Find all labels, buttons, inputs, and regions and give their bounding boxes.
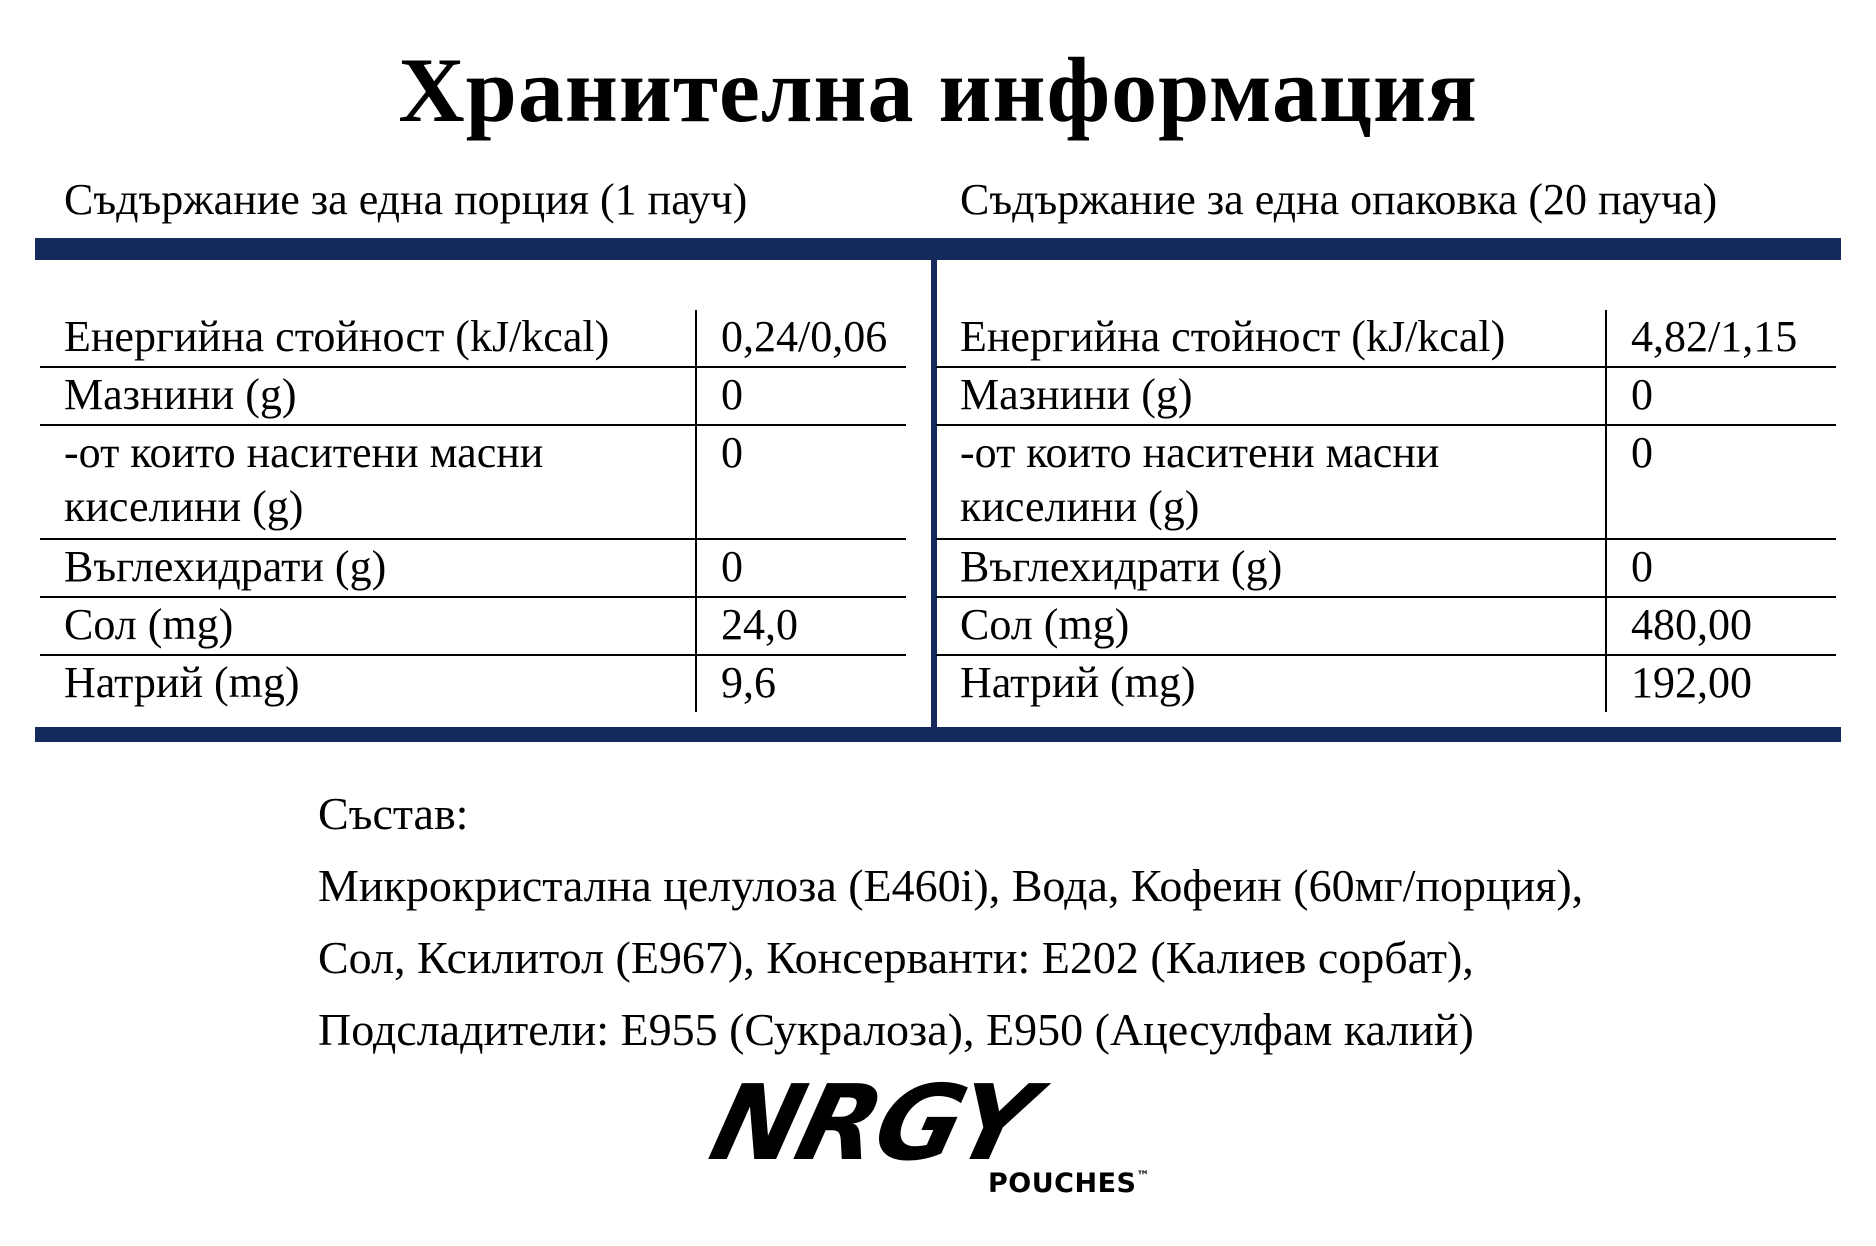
table-row — [936, 539, 1836, 597]
table-row — [40, 597, 906, 655]
row-label: Сол (mg) — [64, 600, 234, 649]
per-portion-table — [40, 310, 906, 712]
row-value: 192,00 — [1606, 655, 1836, 712]
per-package-heading: Съдържание за една опаковка (20 пауча) — [960, 175, 1718, 224]
row-label: Натрий (mg) — [64, 658, 300, 707]
row-value: 9,6 — [696, 655, 906, 712]
trademark-mark: ™ — [1136, 1169, 1150, 1184]
table-row — [40, 655, 906, 712]
per-package-table — [936, 310, 1836, 712]
table-row — [40, 367, 906, 425]
page-title: Хранителна информация — [398, 39, 1478, 141]
row-label: Енергийна стойност (kJ/kcal) — [64, 312, 610, 361]
row-value: 0 — [1606, 367, 1836, 425]
top-divider-bar — [35, 238, 1841, 260]
row-label: Сол (mg) — [960, 600, 1130, 649]
row-value: 4,82/1,15 — [1606, 310, 1836, 367]
table-row — [40, 310, 906, 367]
row-label: Натрий (mg) — [960, 658, 1196, 707]
row-label: Мазнини (g) — [64, 370, 297, 419]
row-value: 480,00 — [1606, 597, 1836, 655]
row-value: 0 — [696, 367, 906, 425]
brand-logo — [699, 1062, 1165, 1199]
per-portion-heading: Съдържание за една порция (1 пауч) — [64, 175, 748, 224]
row-label: -от които наситени масни киселини (g) — [64, 428, 544, 531]
row-value: 0 — [1606, 425, 1836, 539]
ingredients-line: Микрокристална целулоза (E460i), Вода, Кофеин (60мг/порция), — [318, 860, 1584, 911]
table-row — [40, 539, 906, 597]
row-label: Енергийна стойност (kJ/kcal) — [960, 312, 1506, 361]
row-label: Въглехидрати (g) — [960, 542, 1283, 591]
table-row — [936, 310, 1836, 367]
ingredients-line: Подсладители: E955 (Сукралоза), E950 (Ацесулфам калий) — [318, 1004, 1474, 1055]
row-label: Въглехидрати (g) — [64, 542, 387, 591]
logo-brand: NRGY — [699, 1062, 1046, 1184]
table-row — [936, 367, 1836, 425]
row-value: 0 — [1606, 539, 1836, 597]
table-row — [936, 655, 1836, 712]
row-value: 0 — [696, 539, 906, 597]
ingredients-heading: Състав: — [318, 788, 469, 839]
row-label: Мазнини (g) — [960, 370, 1193, 419]
row-value: 24,0 — [696, 597, 906, 655]
row-value: 0 — [696, 425, 906, 539]
row-value: 0,24/0,06 — [696, 310, 906, 367]
ingredients-section — [318, 778, 1848, 1066]
row-label: -от които наситени масни киселини (g) — [960, 428, 1440, 531]
table-row — [40, 425, 906, 539]
logo-subtitle — [988, 1162, 1150, 1199]
logo-sub-text: POUCHES — [988, 1168, 1137, 1199]
ingredients-line: Сол, Ксилитол (E967), Консерванти: E202 (Калиев сорбат), — [318, 932, 1474, 983]
table-row — [936, 597, 1836, 655]
bottom-divider-bar — [35, 727, 1841, 742]
table-row — [936, 425, 1836, 539]
